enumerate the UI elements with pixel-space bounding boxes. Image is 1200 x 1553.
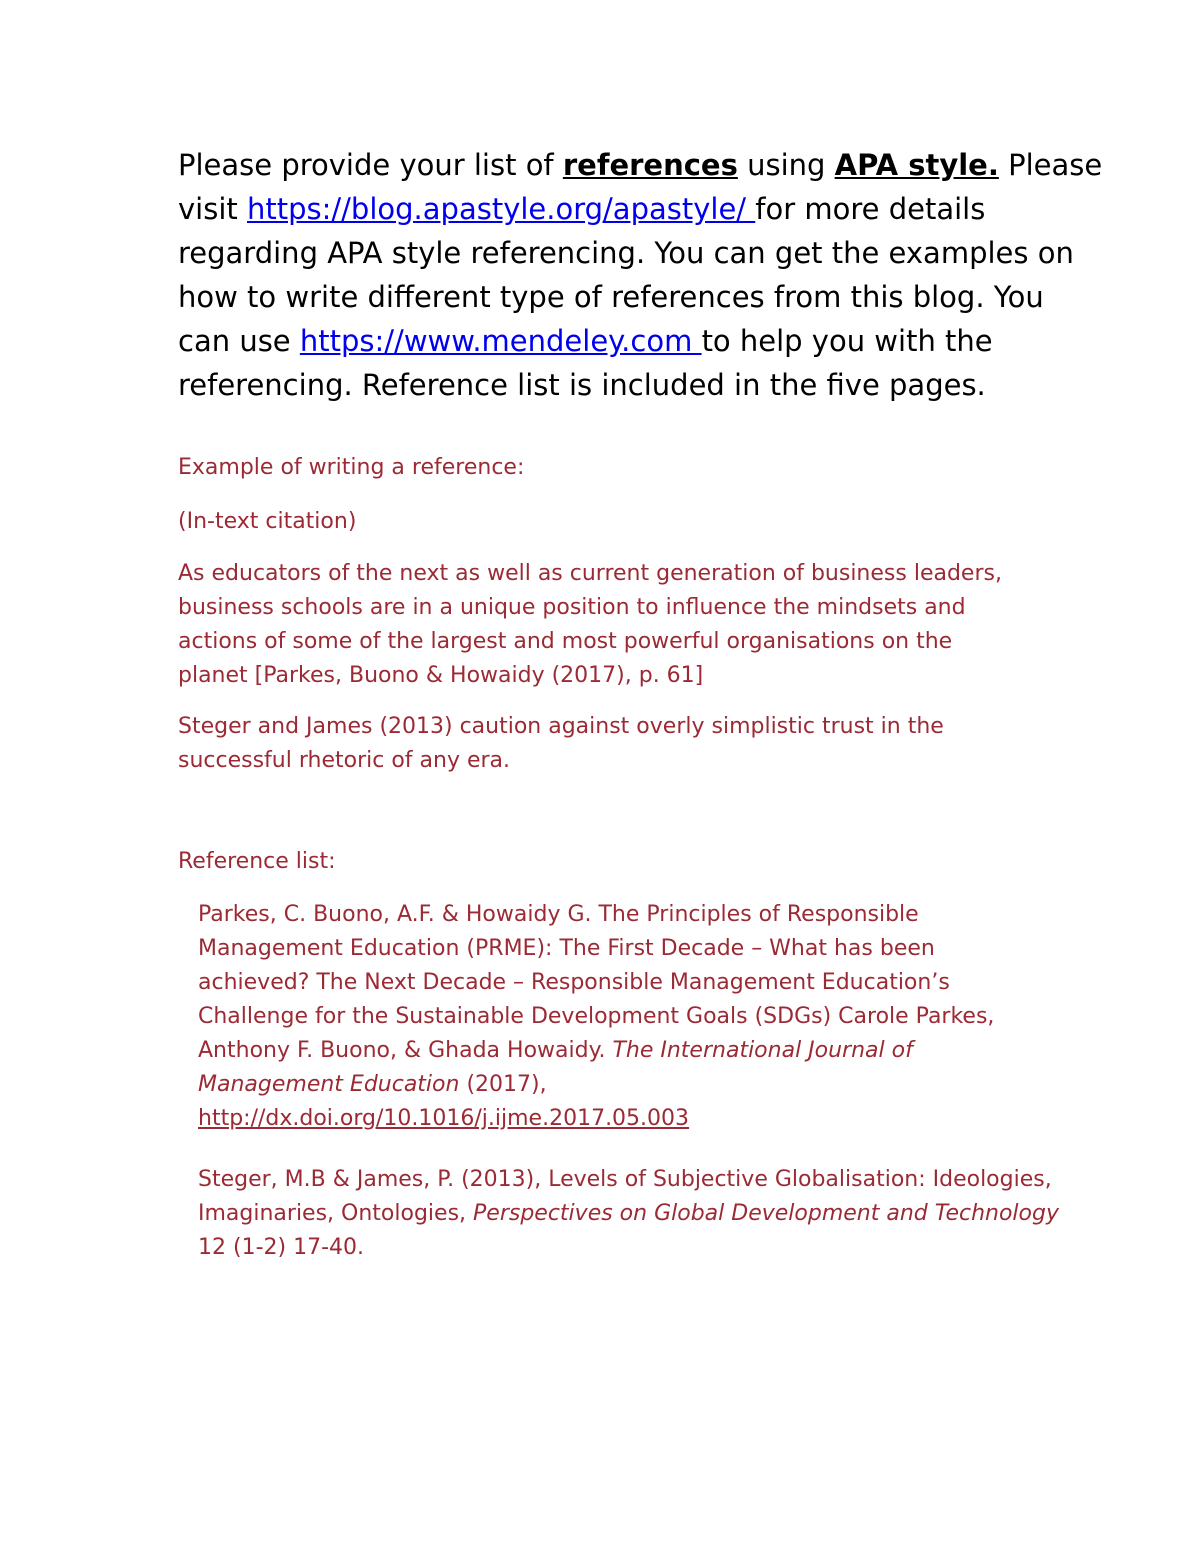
intro-text: for more details — [755, 192, 986, 226]
intro-line-2 — [178, 187, 1078, 231]
reference-list-heading — [178, 845, 1058, 879]
example-quote — [178, 557, 1058, 693]
mendeley-link[interactable]: https://www.mendeley.com — [299, 324, 702, 358]
reference-line — [198, 1102, 1078, 1136]
reference-line — [198, 1034, 1078, 1068]
intro-text: to help you with the — [701, 324, 993, 358]
reference-text: Anthony F. Buono, & Ghada Howaidy. — [198, 1038, 613, 1063]
reference-text: Imaginaries, Ontologies, — [198, 1201, 474, 1226]
reference-line: Challenge for the Sustainable Development Goals (SDGs) Carole Parkes, — [198, 1004, 995, 1029]
intro-text: Please — [998, 148, 1103, 182]
steger-line: Steger and James (2013) caution against overly simplistic trust in the — [178, 714, 944, 739]
quote-line: business schools are in a unique position to influence the mindsets and — [178, 595, 966, 620]
references-emphasis: references — [562, 148, 738, 182]
reference-line: Steger, M.B & James, P. (2013), Levels of Subjective Globalisation: Ideologies, — [198, 1167, 1052, 1192]
reference-list-heading-text: Reference list: — [178, 849, 336, 874]
quote-line: As educators of the next as well as current generation of business leaders, — [178, 561, 1002, 586]
intro-line-4: how to write different type of references from this blog. You — [178, 280, 1044, 314]
intro-text: using — [737, 148, 835, 182]
steger-citation-example — [178, 710, 1058, 778]
example-heading-text: Example of writing a reference: — [178, 455, 525, 480]
apa-style-emphasis: APA style. — [834, 148, 999, 182]
doi-link[interactable]: http://dx.doi.org/10.1016/j.ijme.2017.05.003 — [198, 1106, 690, 1131]
reference-line: Management Education (PRME): The First Decade – What has been — [198, 936, 935, 961]
reference-line — [198, 1068, 1078, 1102]
intro-line-1 — [178, 143, 1103, 187]
apastyle-blog-link[interactable]: https://blog.apastyle.org/apastyle/ — [246, 192, 756, 226]
reference-text: (2017), — [459, 1072, 547, 1097]
intext-citation-label — [178, 505, 1058, 539]
intro-line-5 — [178, 319, 1078, 363]
journal-title: The International Journal of — [612, 1038, 913, 1063]
journal-title: Perspectives on Global Development and Technology — [473, 1201, 1059, 1226]
intro-text: Please provide your list of — [178, 148, 563, 182]
reference-line: Parkes, C. Buono, A.F. & Howaidy G. The Principles of Responsible — [198, 902, 919, 927]
reference-entry-steger — [198, 1163, 1078, 1265]
reference-line — [198, 1197, 1078, 1231]
quote-line: planet [Parkes, Buono & Howaidy (2017), p. 61] — [178, 663, 704, 688]
steger-line: successful rhetoric of any era. — [178, 748, 511, 773]
quote-line: actions of some of the largest and most powerful organisations on the — [178, 629, 953, 654]
intext-citation-text: (In-text citation) — [178, 509, 357, 534]
example-heading — [178, 451, 1058, 485]
reference-line: achieved? The Next Decade – Responsible Management Education’s — [198, 970, 950, 995]
journal-title: Management Education — [198, 1072, 460, 1097]
reference-entry-parkes — [198, 898, 1078, 1136]
intro-line-3: regarding APA style referencing. You can get the examples on — [178, 236, 1074, 270]
instructions-paragraph — [178, 143, 1103, 407]
intro-text: visit — [178, 192, 247, 226]
reference-line: 12 (1-2) 17-40. — [198, 1235, 364, 1260]
intro-text: can use — [178, 324, 300, 358]
intro-line-6: referencing. Reference list is included in the five pages. — [178, 368, 986, 402]
